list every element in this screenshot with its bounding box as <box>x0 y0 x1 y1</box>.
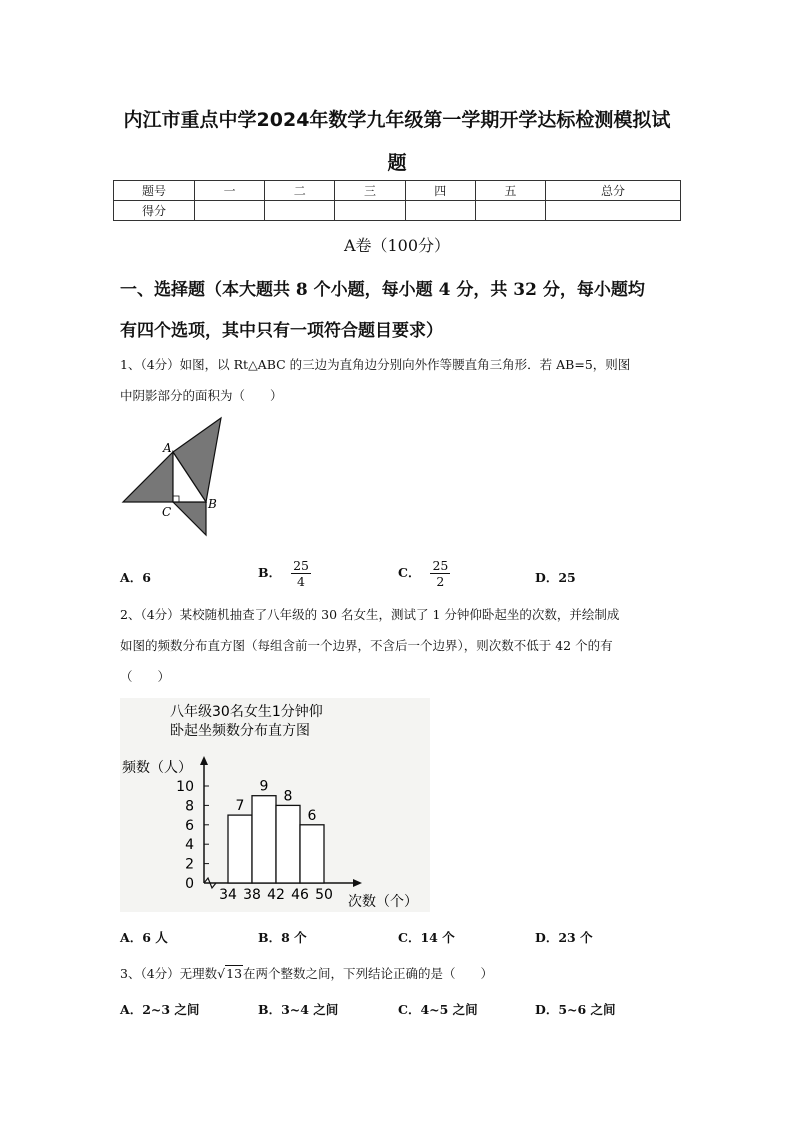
question-2-text-continued: 如图的频数分布直方图（每组含前一个边界，不含后一个边界），则次数不低于 42 个的有 <box>120 638 613 653</box>
q2-option-a: A．6 人 <box>120 930 168 945</box>
histogram-chart <box>120 698 430 912</box>
question-2-text-continued-2: （ ） <box>120 669 171 684</box>
y-tick-label: 8 <box>185 798 194 815</box>
histogram-bar <box>300 825 324 883</box>
section-heading: 一、选择题（本大题共 8 个小题，每小题 4 分，共 32 分，每小题均 <box>120 280 645 300</box>
x-tick-label: 50 <box>315 887 333 903</box>
q3-option-d: D．5~6 之间 <box>535 1002 616 1017</box>
q1-option-b <box>258 558 311 589</box>
score-cell <box>546 201 681 221</box>
y-tick-label: 10 <box>176 779 194 795</box>
score-cell: 题号 <box>114 181 195 201</box>
score-cell: 五 <box>475 181 545 201</box>
document-title: 内江市重点中学2024年数学九年级第一学期开学达标检测模拟试 <box>123 109 671 131</box>
fraction <box>291 558 311 589</box>
section-heading-continued: 有四个选项，其中只有一项符合题目要求） <box>120 321 443 341</box>
q1-option-d: D．25 <box>535 570 576 585</box>
left-shaded-triangle <box>123 452 173 502</box>
y-tick-label: 4 <box>185 837 194 854</box>
bar-value-label: 9 <box>259 778 269 795</box>
denominator: 2 <box>436 574 445 589</box>
x-tick-label: 42 <box>267 887 285 903</box>
score-cell: 四 <box>405 181 475 201</box>
y-tick-label: 2 <box>185 856 194 873</box>
score-cell <box>405 201 475 221</box>
score-cell: 总分 <box>546 181 681 201</box>
score-table-score-row <box>114 201 681 221</box>
chart-title-line1: 八年级30名女生1分钟仰 <box>170 704 323 720</box>
question-3-suffix: 在两个整数之间，下列结论正确的是（ ） <box>243 966 494 981</box>
score-cell <box>265 201 335 221</box>
q1-option-c-letter: C． <box>398 565 421 580</box>
question-2-text: 2、（4分）某校随机抽查了八年级的 30 名女生，测试了 1 分钟仰卧起坐的次数，并绘制成 <box>120 607 620 622</box>
bottom-shaded-triangle <box>173 502 206 535</box>
y-tick-label: 6 <box>185 817 194 834</box>
score-cell: 二 <box>265 181 335 201</box>
q3-option-a: A．2~3 之间 <box>120 1002 200 1017</box>
x-tick-label: 34 <box>219 887 237 903</box>
x-axis-label: 次数（个） <box>348 894 418 910</box>
q2-option-b: B．8 个 <box>258 930 307 945</box>
histogram-bar <box>252 796 276 883</box>
histogram-bar <box>276 805 300 883</box>
score-cell <box>475 201 545 221</box>
histogram-bar <box>228 815 252 883</box>
x-tick-label: 38 <box>243 887 261 903</box>
score-cell: 三 <box>335 181 405 201</box>
fraction <box>430 558 450 589</box>
sqrt-symbol: √ <box>217 966 226 981</box>
score-table <box>113 180 681 221</box>
volume-heading: A卷（100分） <box>343 236 451 255</box>
label-c: C <box>162 505 172 519</box>
q3-option-b: B．3~4 之间 <box>258 1002 339 1017</box>
bar-value-label: 8 <box>283 788 293 805</box>
score-cell <box>195 201 265 221</box>
x-tick-labels <box>219 887 333 903</box>
question-1-text: 1、（4分）如图，以 Rt△ABC 的三边为直角边分别向外作等腰直角三角形．若 AB=5，则图 <box>120 357 631 372</box>
q2-option-d: D．23 个 <box>535 930 593 945</box>
question-3-text <box>120 964 680 982</box>
chart-title-line2: 卧起坐频数分布直方图 <box>170 723 310 739</box>
q1-option-a: A．6 <box>120 570 151 585</box>
q1-option-b-letter: B． <box>258 565 282 580</box>
q2-option-c: C．14 个 <box>398 930 455 945</box>
numerator: 25 <box>293 558 309 573</box>
triangle-figure <box>118 412 228 542</box>
score-table-header-row <box>114 181 681 201</box>
label-a: A <box>163 441 172 455</box>
label-b: B <box>208 497 217 511</box>
score-cell: 一 <box>195 181 265 201</box>
question-1-text-continued: 中阴影部分的面积为（ ） <box>120 388 283 403</box>
denominator: 4 <box>297 574 305 589</box>
y-axis-label: 频数（人） <box>122 760 192 776</box>
y-tick-label: 0 <box>185 876 194 892</box>
question-3-prefix: 3、（4分）无理数 <box>120 966 218 981</box>
score-cell: 得分 <box>114 201 195 221</box>
bar-value-label: 7 <box>235 798 245 815</box>
score-cell <box>335 201 405 221</box>
x-tick-label: 46 <box>291 887 309 903</box>
bar-value-label: 6 <box>307 807 317 824</box>
radicand: 13 <box>226 966 243 981</box>
document-title-continued: 题 <box>387 152 407 174</box>
q3-option-c: C．4~5 之间 <box>398 1002 478 1017</box>
numerator: 25 <box>432 558 449 573</box>
q1-option-c <box>398 558 450 589</box>
